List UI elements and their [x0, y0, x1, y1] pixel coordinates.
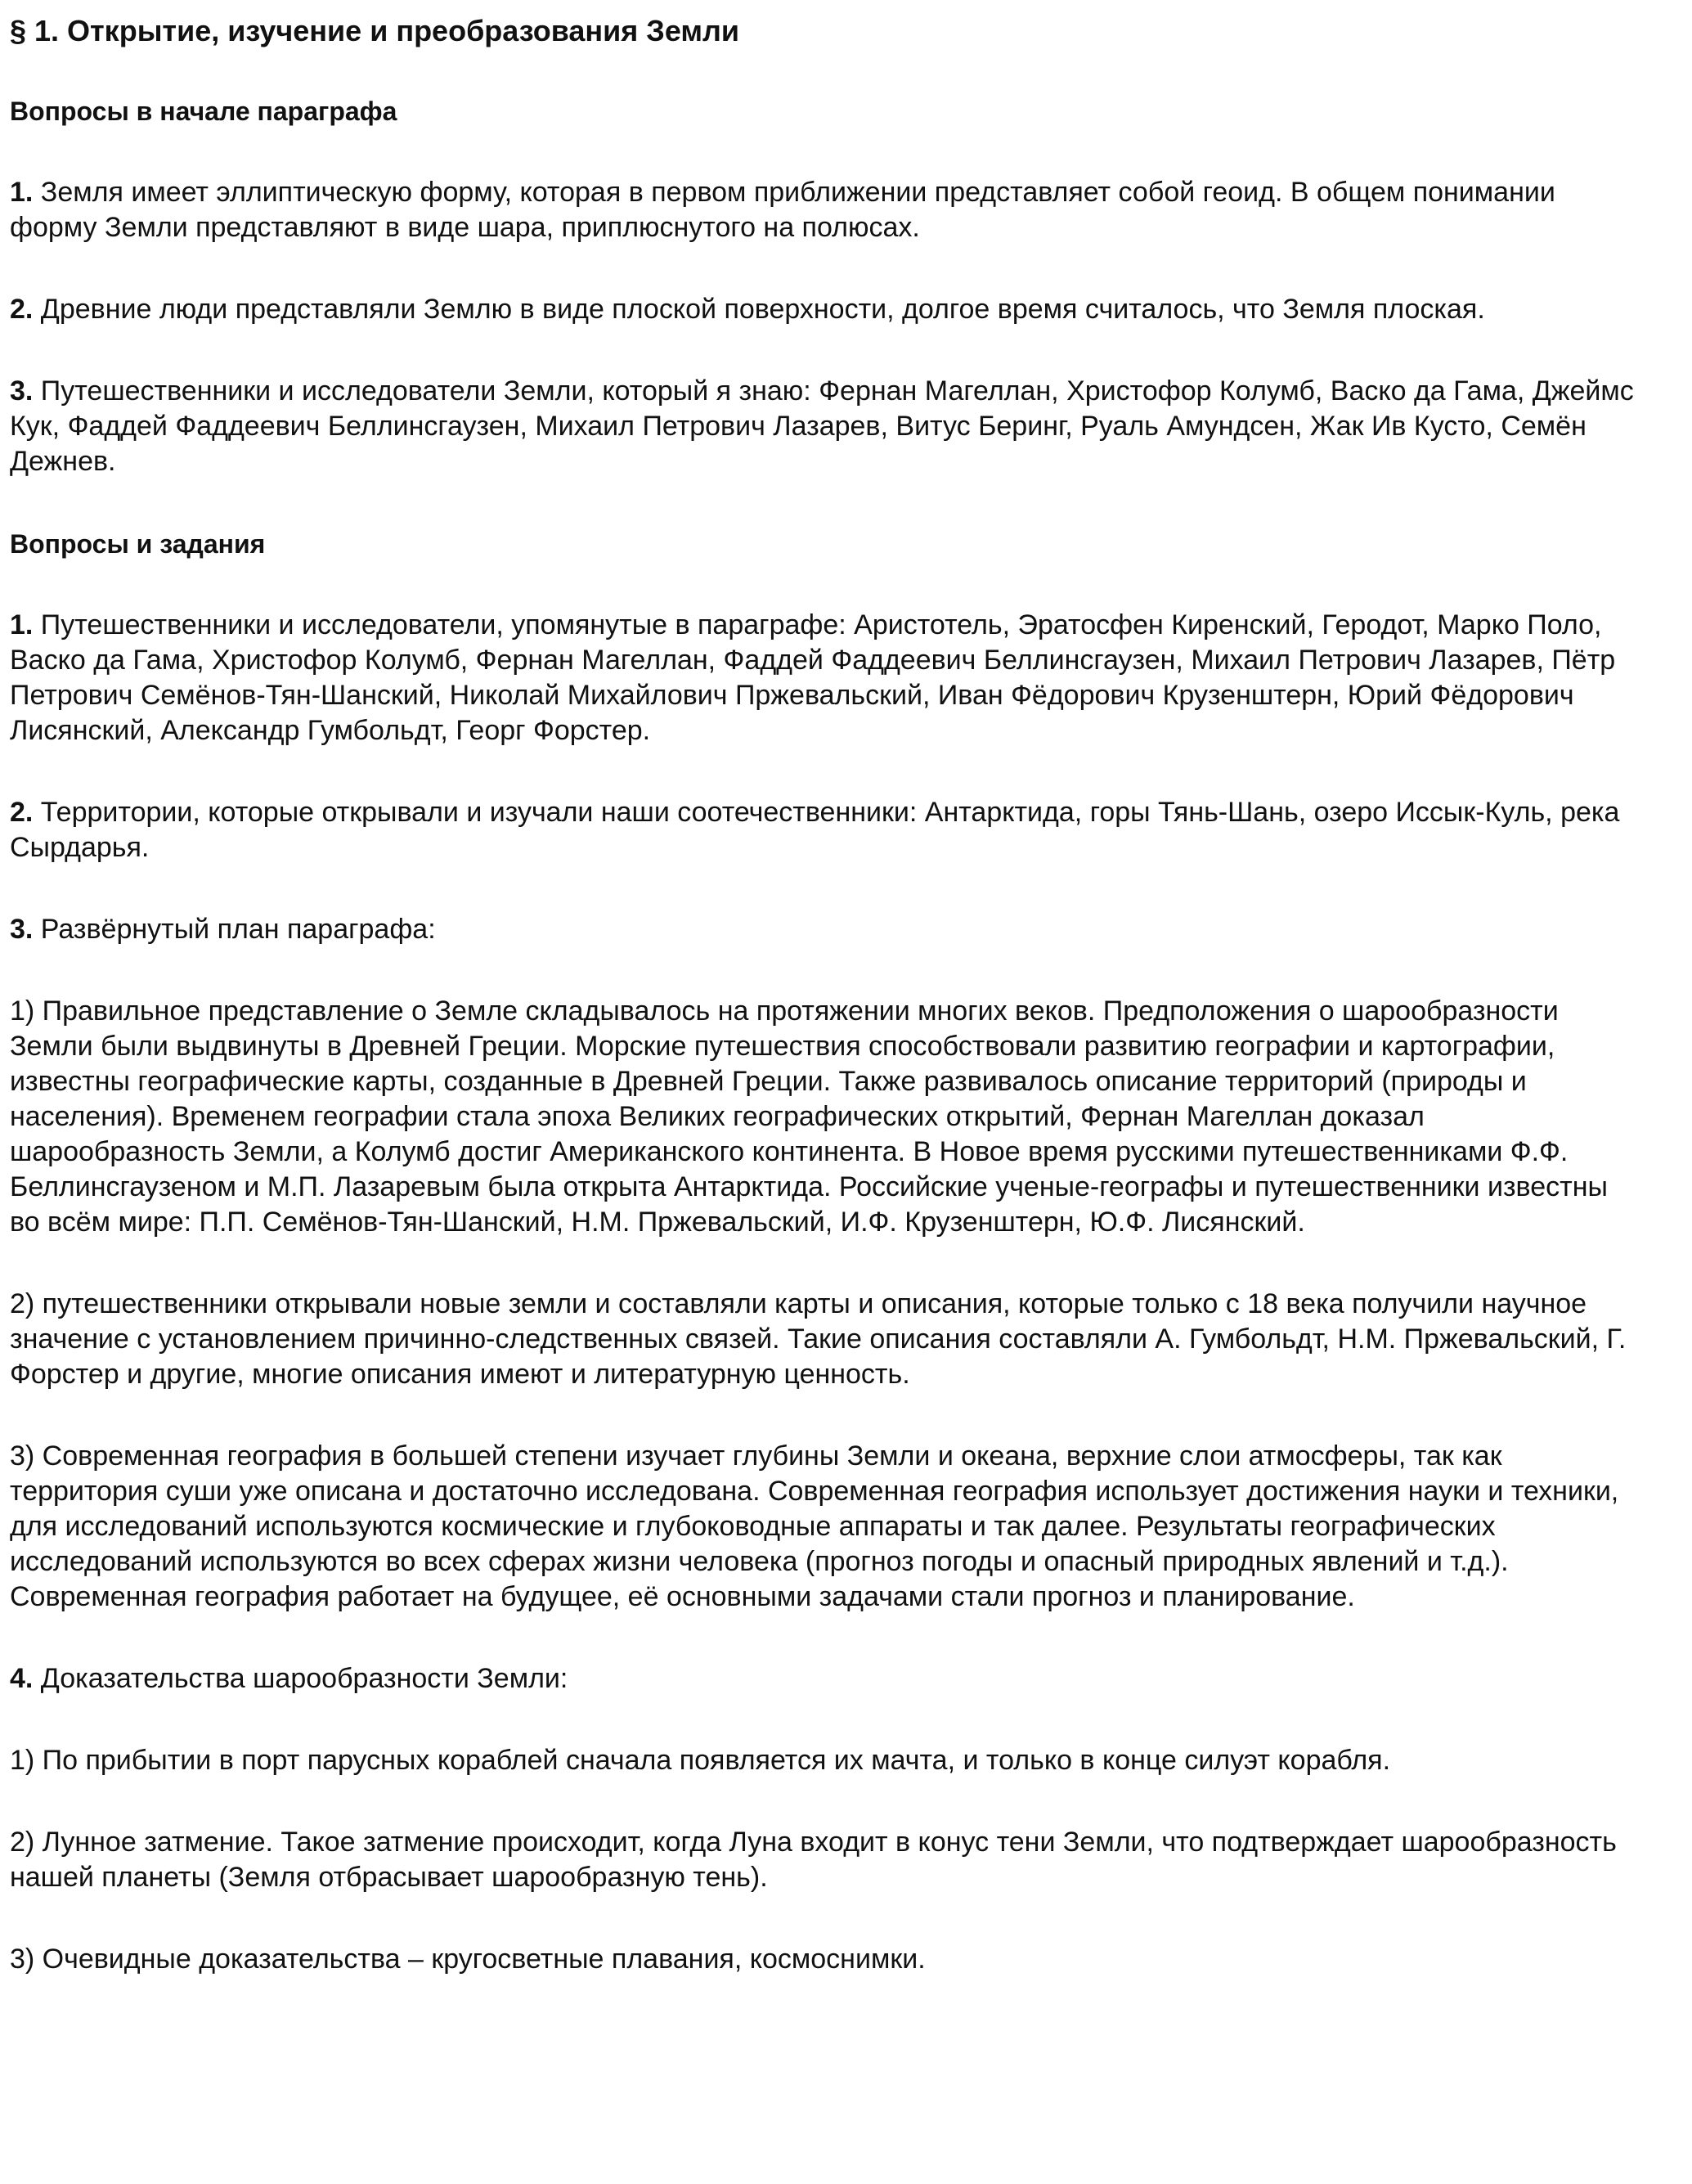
- task-2: [10, 795, 1637, 865]
- section-heading-start-questions: Вопросы в начале параграфа: [10, 97, 397, 126]
- item-number: 2.: [10, 294, 34, 325]
- item-text: Путешественники и исследователи Земли, который я знаю: Фернан Магеллан, Христофор Колумб, Васко да Гама, Джеймс Кук, Фаддей Фаддеевич Беллинсгаузен, Михаил Петрович Лазарев, Витус Беринг, Руаль Амундсен, Жак Ив Кусто, Семён Дежнев.: [10, 375, 1634, 477]
- task-3: [10, 912, 1637, 947]
- plan-point-2: 2) путешественники открывали новые земли и составляли карты и описания, которые только с 18 века получили научное значение с установлением причинно-следственных связей. Такие описания составляли А. Гумбольдт, Н.М. Пржевальский, Г. Форстер и другие, многие описания имеют и литературную ценность.: [10, 1288, 1627, 1390]
- item-number: 3.: [10, 914, 34, 945]
- item-text: Земля имеет эллиптическую форму, которая в первом приближении представляет собой геоид. В общем понимании форму Земли представляют в виде шара, приплюснутого на полюсах.: [10, 177, 1555, 243]
- item-number: 3.: [10, 375, 34, 407]
- page-title: § 1. Открытие, изучение и преобразования Земли: [10, 14, 740, 47]
- proof-2: 2) Лунное затмение. Такое затмение происходит, когда Луна входит в конус тени Земли, что подтверждает шарообразность нашей планеты (Земля отбрасывает шарообразную тень).: [10, 1827, 1617, 1893]
- start-question-3: [10, 374, 1637, 479]
- task-4: [10, 1661, 1637, 1696]
- start-question-2: [10, 292, 1637, 327]
- proof-1: 1) По прибытии в порт парусных кораблей сначала появляется их мачта, и только в конце силуэт корабля.: [10, 1745, 1391, 1776]
- item-text: Доказательства шарообразности Земли:: [33, 1663, 568, 1694]
- proof-3: 3) Очевидные доказательства – кругосветные плавания, космоснимки.: [10, 1944, 926, 1975]
- item-number: 1.: [10, 177, 34, 208]
- item-number: 1.: [10, 609, 34, 640]
- item-number: 2.: [10, 797, 34, 828]
- item-text: Древние люди представляли Землю в виде плоской поверхности, долгое время считалось, что Земля плоская.: [33, 294, 1485, 325]
- item-text: Развёрнутый план параграфа:: [33, 914, 436, 945]
- plan-point-3: 3) Современная география в большей степени изучает глубины Земли и океана, верхние слои атмосферы, так как территория суши уже описана и достаточно исследована. Современная география использует достижения науки и техники, для исследований используются космические и глубоководные аппараты и так далее. Результаты географических исследований используются во всех сферах жизни человека (прогноз погоды и опасный природных явлений и т.д.). Современная география работает на будущее, её основными задачами стали прогноз и планирование.: [10, 1440, 1619, 1612]
- plan-point-1: 1) Правильное представление о Земле складывалось на протяжении многих веков. Предположения о шарообразности Земли были выдвинуты в Древней Греции. Морские путешествия способствовали развитию географии и картографии, известны географические карты, созданные в Древней Греции. Также развивалось описание территорий (природы и населения). Временем географии стала эпоха Великих географических открытий, Фернан Магеллан доказал шарообразность Земли, а Колумб достиг Американского континента. В Новое время русскими путешественниками Ф.Ф. Беллинсгаузеном и М.П. Лазаревым была открыта Антарктида. Российские ученые-географы и путешественники известны во всём мире: П.П. Семёнов-Тян-Шанский, Н.М. Пржевальский, И.Ф. Крузенштерн, Ю.Ф. Лисянский.: [10, 995, 1608, 1238]
- task-1: [10, 608, 1637, 748]
- section-heading-tasks: Вопросы и задания: [10, 529, 266, 559]
- item-text: Путешественники и исследователи, упомянутые в параграфе: Аристотель, Эратосфен Киренский, Геродот, Марко Поло, Васко да Гама, Христофор Колумб, Фернан Магеллан, Фаддей Фаддеевич Беллинсгаузен, Михаил Петрович Лазарев, Пётр Петрович Семёнов-Тян-Шанский, Николай Михайлович Пржевальский, Иван Фёдорович Крузенштерн, Юрий Фёдорович Лисянский, Александр Гумбольдт, Георг Форстер.: [10, 609, 1616, 746]
- document-page: [10, 11, 1637, 1977]
- item-text: Территории, которые открывали и изучали наши соотечественники: Антарктида, горы Тянь-Шань, озеро Иссык-Куль, река Сырдарья.: [10, 797, 1620, 863]
- item-number: 4.: [10, 1663, 34, 1694]
- start-question-1: [10, 175, 1637, 245]
